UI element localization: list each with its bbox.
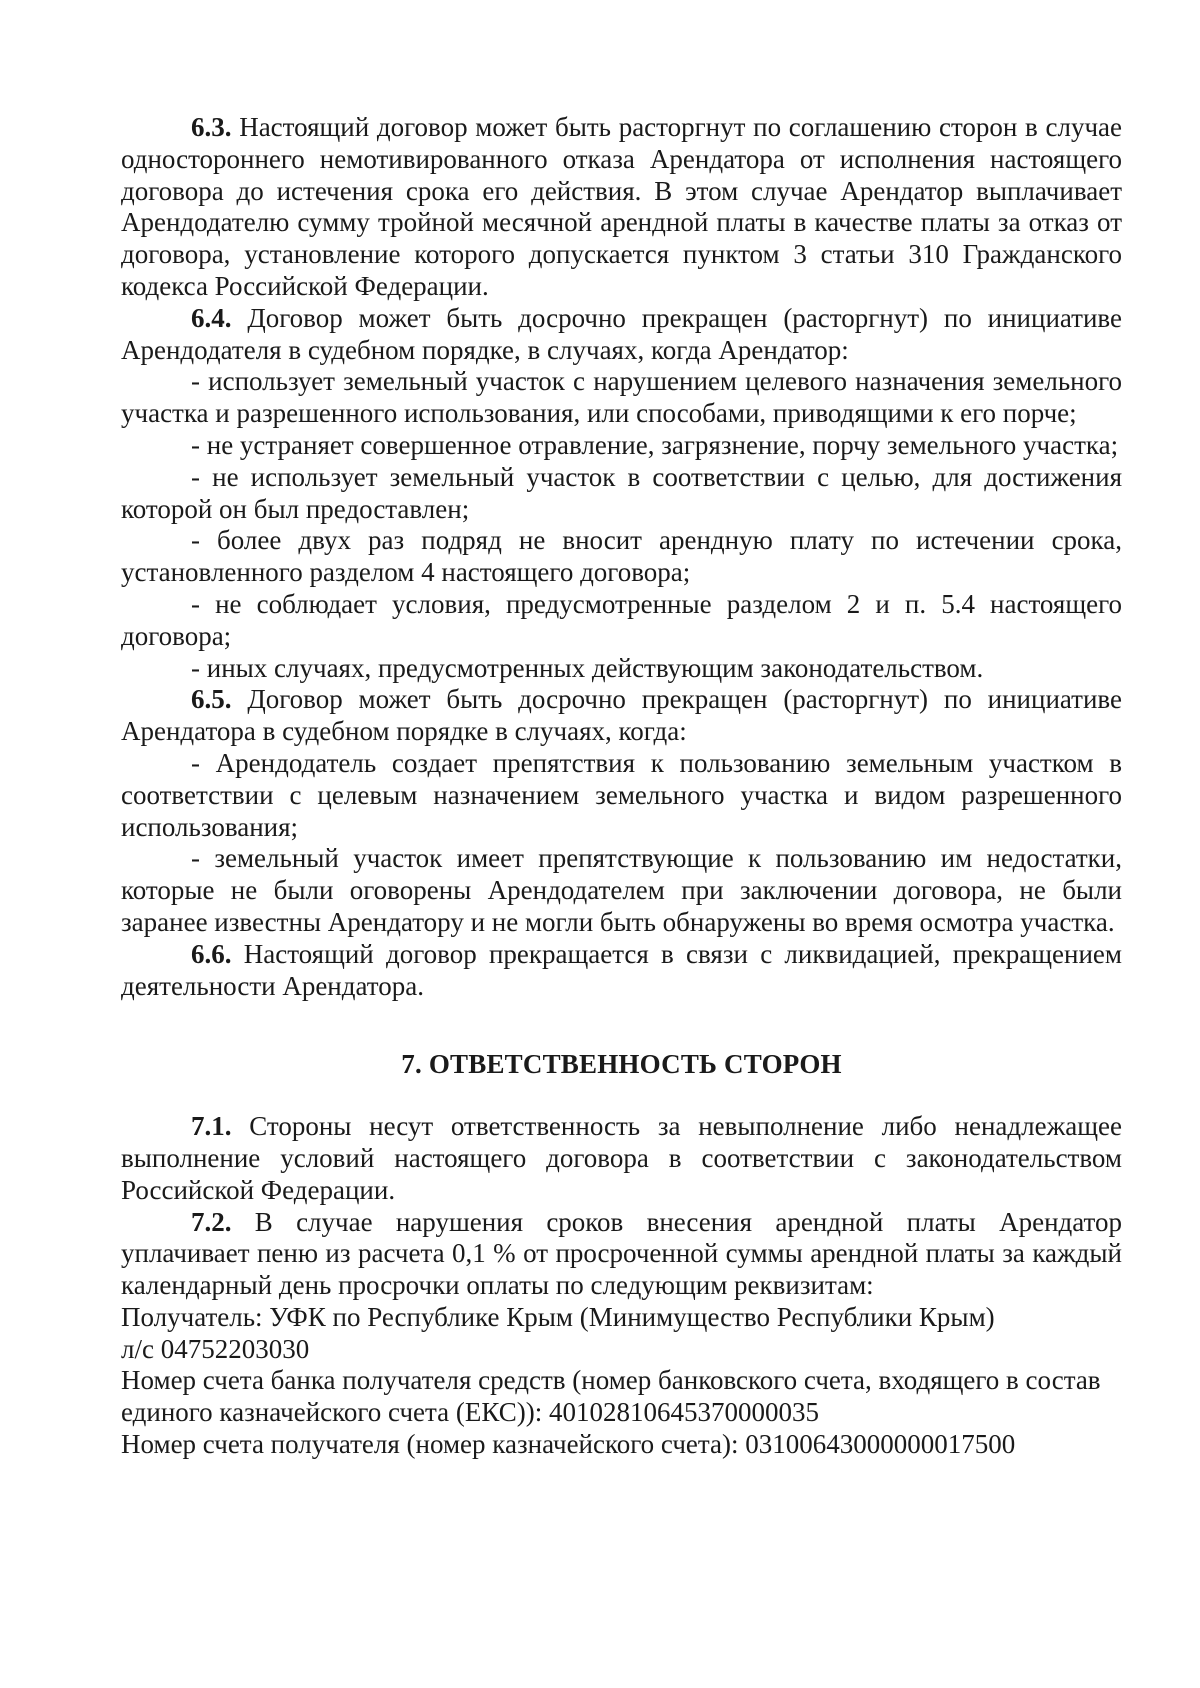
list-item: - Арендодатель создает препятствия к пользованию земельным участком в соответствии с целевым назначением земельного участка и видом разрешенного использования; — [121, 747, 1122, 842]
clause-6-6 — [121, 939, 1122, 1003]
clause-number: 6.4. — [191, 302, 232, 333]
requisite-recipient: Получатель: УФК по Республике Крым (Минимущество Республики Крым) — [121, 1301, 995, 1332]
list-item: - не соблюдает условия, предусмотренные разделом 2 и п. 5.4 настоящего договора; — [121, 588, 1122, 651]
clause-text: В случае нарушения сроков внесения арендной платы Арендатор уплачивает пеню из расчета 0,1 % от просроченной суммы арендной платы за каждый календарный день просрочки оплаты по следующим реквизитам: — [121, 1206, 1122, 1301]
clause-number: 7.2. — [191, 1206, 232, 1237]
clause-6-5 — [121, 684, 1122, 748]
clause-number: 7.1. — [191, 1111, 232, 1142]
list-item: - использует земельный участок с нарушением целевого назначения земельного участка и разрешенного использования, или способами, приводящими к его порче; — [121, 366, 1122, 429]
list-item: - иных случаях, предусмотренных действующим законодательством. — [191, 652, 984, 683]
clause-text: Настоящий договор может быть расторгнут по соглашению сторон в случае одностороннего немотивированного отказа Арендатора от исполнения настоящего договора до истечения срока его действия. В этом случае Арендатор выплачивает Арендодателю сумму тройной месячной арендной платы в качестве платы за отказ от договора, установление которого допускается пунктом 3 статьи 310 Гражданского кодекса Российской Федерации. — [121, 112, 1122, 301]
requisite-bank-account: Номер счета банка получателя средств (номер банковского счета, входящего в состав единого казначейского счета (ЕКС)): 40102810645370000035 — [121, 1365, 1101, 1428]
clause-6-3 — [121, 112, 1122, 303]
clause-text: Настоящий договор прекращается в связи с ликвидацией, прекращением деятельности Арендатора. — [121, 938, 1122, 1001]
clause-7-2 — [121, 1207, 1122, 1302]
section-heading: 7. ОТВЕТСТВЕННОСТЬ СТОРОН — [401, 1049, 842, 1080]
clause-number: 6.6. — [191, 938, 232, 969]
requisite-account: л/с 04752203030 — [121, 1333, 310, 1364]
requisite-treasury-account: Номер счета получателя (номер казначейского счета): 03100643000000017500 — [121, 1429, 1016, 1460]
clause-6-4 — [121, 303, 1122, 367]
clause-7-1 — [121, 1111, 1122, 1206]
list-item: - не устраняет совершенное отравление, загрязнение, порчу земельного участка; — [191, 429, 1119, 460]
clause-number: 6.3. — [191, 112, 232, 142]
clause-text: Стороны несут ответственность за невыполнение либо ненадлежащее выполнение условий настоящего договора в соответствии с законодательством Российской Федерации. — [121, 1111, 1122, 1205]
clause-text: Договор может быть досрочно прекращен (расторгнут) по инициативе Арендатора в судебном порядке в случаях, когда: — [121, 684, 1122, 747]
list-item: - земельный участок имеет препятствующие к пользованию им недостатки, которые не были оговорены Арендодателем при заключении договора, не были заранее известны Арендатору и не могли быть обнаружены во время осмотра участка. — [121, 843, 1122, 937]
list-item: - более двух раз подряд не вносит арендную плату по истечении срока, установленного разделом 4 настоящего договора; — [121, 525, 1122, 588]
list-item: - не использует земельный участок в соответствии с целью, для достижения которой он был предоставлен; — [121, 461, 1122, 524]
clause-number: 6.5. — [191, 684, 232, 715]
clause-text: Договор может быть досрочно прекращен (расторгнут) по инициативе Арендодателя в судебном порядке, в случаях, когда Арендатор: — [121, 302, 1122, 365]
